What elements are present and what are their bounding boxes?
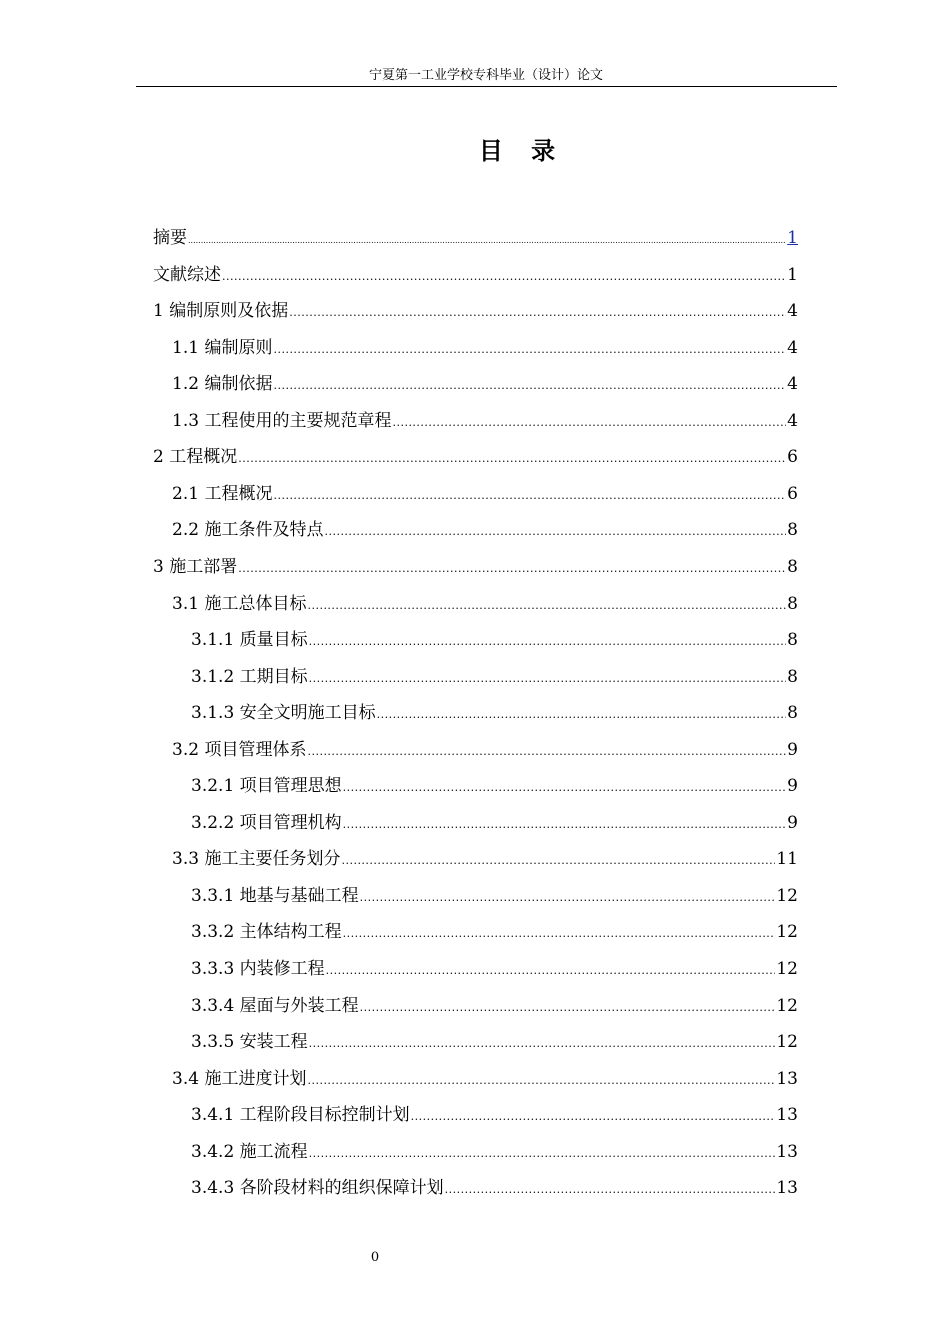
toc-dot-leader — [309, 1032, 776, 1056]
toc-entry[interactable] — [191, 1030, 798, 1054]
toc-entry-page: 8 — [787, 520, 798, 541]
header-rule — [136, 86, 837, 87]
toc-entry-page: 4 — [787, 301, 798, 322]
toc-entry-page: 13 — [776, 1141, 798, 1162]
toc-entry-label: 3.2 项目管理体系 — [172, 739, 307, 760]
toc-dot-leader — [377, 703, 787, 727]
toc-entry[interactable] — [191, 628, 798, 652]
toc-entry-label: 3.2.1 项目管理思想 — [191, 776, 342, 797]
toc-entry-page: 6 — [787, 483, 798, 504]
toc-dot-leader — [307, 594, 786, 618]
page-header: 宁夏第一工业学校专科毕业（设计）论文 — [368, 68, 603, 83]
page-number: 0 — [370, 1250, 380, 1265]
toc-entry[interactable] — [153, 263, 798, 287]
toc-entry-label: 3.1.3 安全文明施工目标 — [191, 703, 376, 724]
toc-entry[interactable] — [153, 555, 798, 579]
toc-entry-page: 8 — [787, 703, 798, 724]
toc-entry[interactable] — [172, 847, 798, 871]
toc-dot-leader — [289, 301, 786, 325]
toc-entry[interactable] — [153, 445, 798, 469]
toc-dot-leader — [445, 1178, 776, 1202]
toc-entry-label: 1.1 编制原则 — [172, 337, 273, 358]
toc-entry-page: 4 — [787, 410, 798, 431]
toc-entry-label: 摘要 — [153, 228, 187, 248]
toc-dot-leader — [343, 813, 787, 837]
toc-entry[interactable] — [172, 1067, 798, 1091]
toc-entry[interactable] — [191, 1103, 798, 1127]
toc-entry-page: 13 — [776, 1178, 798, 1199]
toc-entry-page: 4 — [787, 374, 798, 395]
toc-dot-leader — [326, 959, 776, 983]
toc-entry[interactable] — [191, 884, 798, 908]
toc-entry-label: 3.3.1 地基与基础工程 — [191, 885, 359, 906]
toc-entry-page: 1 — [787, 264, 798, 285]
toc-entry-label: 3.4.1 工程阶段目标控制计划 — [191, 1105, 410, 1126]
toc-entry[interactable] — [191, 774, 798, 798]
toc-entry-label: 3.1.2 工期目标 — [191, 666, 308, 687]
toc-entry-page: 11 — [776, 849, 798, 870]
toc-entry[interactable] — [172, 336, 798, 360]
toc-entry-label: 3 施工部署 — [153, 556, 238, 577]
toc-entry-label: 2.2 施工条件及特点 — [172, 520, 324, 541]
toc-dot-leader — [392, 411, 786, 435]
toc-entry-page: 9 — [787, 776, 798, 797]
toc-entry[interactable] — [172, 592, 798, 616]
toc-dot-leader — [307, 740, 786, 764]
toc-dot-leader — [307, 1069, 775, 1093]
toc-entry-page: 9 — [787, 812, 798, 833]
toc-entry-label: 3.2.2 项目管理机构 — [191, 812, 342, 833]
toc-entry-page: 12 — [776, 959, 798, 979]
toc-dot-leader — [343, 776, 787, 800]
toc-entry-label: 3.3.5 安装工程 — [191, 1032, 308, 1053]
toc-dot-leader — [309, 667, 787, 691]
toc-entry[interactable] — [191, 811, 798, 835]
toc-entry-page: 8 — [787, 556, 798, 577]
toc-dot-leader — [273, 484, 786, 508]
toc-entry-label: 3.4.2 施工流程 — [191, 1141, 308, 1162]
toc-entry-label: 3.4.3 各阶段材料的组织保障计划 — [191, 1178, 444, 1199]
toc-entry[interactable] — [153, 226, 798, 250]
toc-entry[interactable] — [172, 518, 798, 542]
toc-entry[interactable] — [191, 1176, 798, 1200]
toc-entry[interactable] — [172, 372, 798, 396]
toc-entry-label: 2.1 工程概况 — [172, 483, 273, 504]
toc-entry[interactable] — [191, 994, 798, 1018]
toc-dot-leader — [343, 922, 776, 946]
toc-entry[interactable] — [191, 957, 798, 981]
toc-dot-leader — [238, 557, 786, 581]
toc-entry-label: 3.3 施工主要任务划分 — [172, 849, 341, 870]
toc-entry[interactable] — [191, 920, 798, 944]
toc-dot-leader — [273, 374, 786, 398]
toc-entry-page[interactable]: 1 — [787, 228, 798, 248]
toc-entry-page: 9 — [787, 739, 798, 760]
toc-entry[interactable] — [153, 299, 798, 323]
toc-dot-leader — [324, 520, 786, 544]
toc-entry-page: 8 — [787, 666, 798, 687]
toc-entry-page: 6 — [787, 447, 798, 468]
toc-entry-label: 3.1 施工总体目标 — [172, 593, 307, 614]
toc-entry-label: 3.4 施工进度计划 — [172, 1068, 307, 1089]
toc-entry-page: 12 — [776, 922, 798, 943]
toc-entry-label: 3.3.4 屋面与外装工程 — [191, 995, 359, 1016]
toc-dot-leader — [341, 849, 775, 873]
toc-dot-leader — [273, 338, 786, 362]
toc-entry-page: 13 — [776, 1105, 798, 1126]
toc-entry-page: 8 — [787, 593, 798, 614]
toc-dot-leader — [222, 265, 786, 289]
toc-entry-label: 2 工程概况 — [153, 447, 238, 468]
toc-entry-page: 12 — [776, 885, 798, 906]
toc-entry-label: 3.3.3 内装修工程 — [191, 959, 325, 979]
toc-entry-label: 3.1.1 质量目标 — [191, 630, 308, 651]
toc-entry[interactable] — [172, 738, 798, 762]
toc-dot-leader — [309, 1142, 776, 1166]
toc-entry-page: 13 — [776, 1068, 798, 1089]
toc-dot-leader — [238, 447, 786, 471]
toc-dot-leader — [188, 229, 786, 253]
toc-entry[interactable] — [191, 701, 798, 725]
toc-entry-label: 1.2 编制依据 — [172, 374, 273, 395]
toc-entry-label: 3.3.2 主体结构工程 — [191, 922, 342, 943]
toc-entry-label: 文献综述 — [153, 264, 221, 285]
toc-entry[interactable] — [172, 409, 798, 433]
toc-dot-leader — [360, 996, 776, 1020]
toc-entry[interactable] — [191, 1140, 798, 1164]
toc-entry-page: 8 — [787, 630, 798, 651]
toc-entry[interactable] — [191, 665, 798, 689]
toc-entry-page: 4 — [787, 337, 798, 358]
toc-entry[interactable] — [172, 482, 798, 506]
toc-entry-label: 1 编制原则及依据 — [153, 301, 289, 322]
toc-dot-leader — [309, 630, 787, 654]
toc-dot-leader — [411, 1105, 776, 1129]
toc-entry-label: 1.3 工程使用的主要规范章程 — [172, 410, 392, 431]
toc-entry-page: 12 — [776, 1032, 798, 1053]
page-title: 目 录 — [478, 137, 566, 165]
toc-dot-leader — [360, 886, 776, 910]
toc-entry-page: 12 — [776, 995, 798, 1016]
